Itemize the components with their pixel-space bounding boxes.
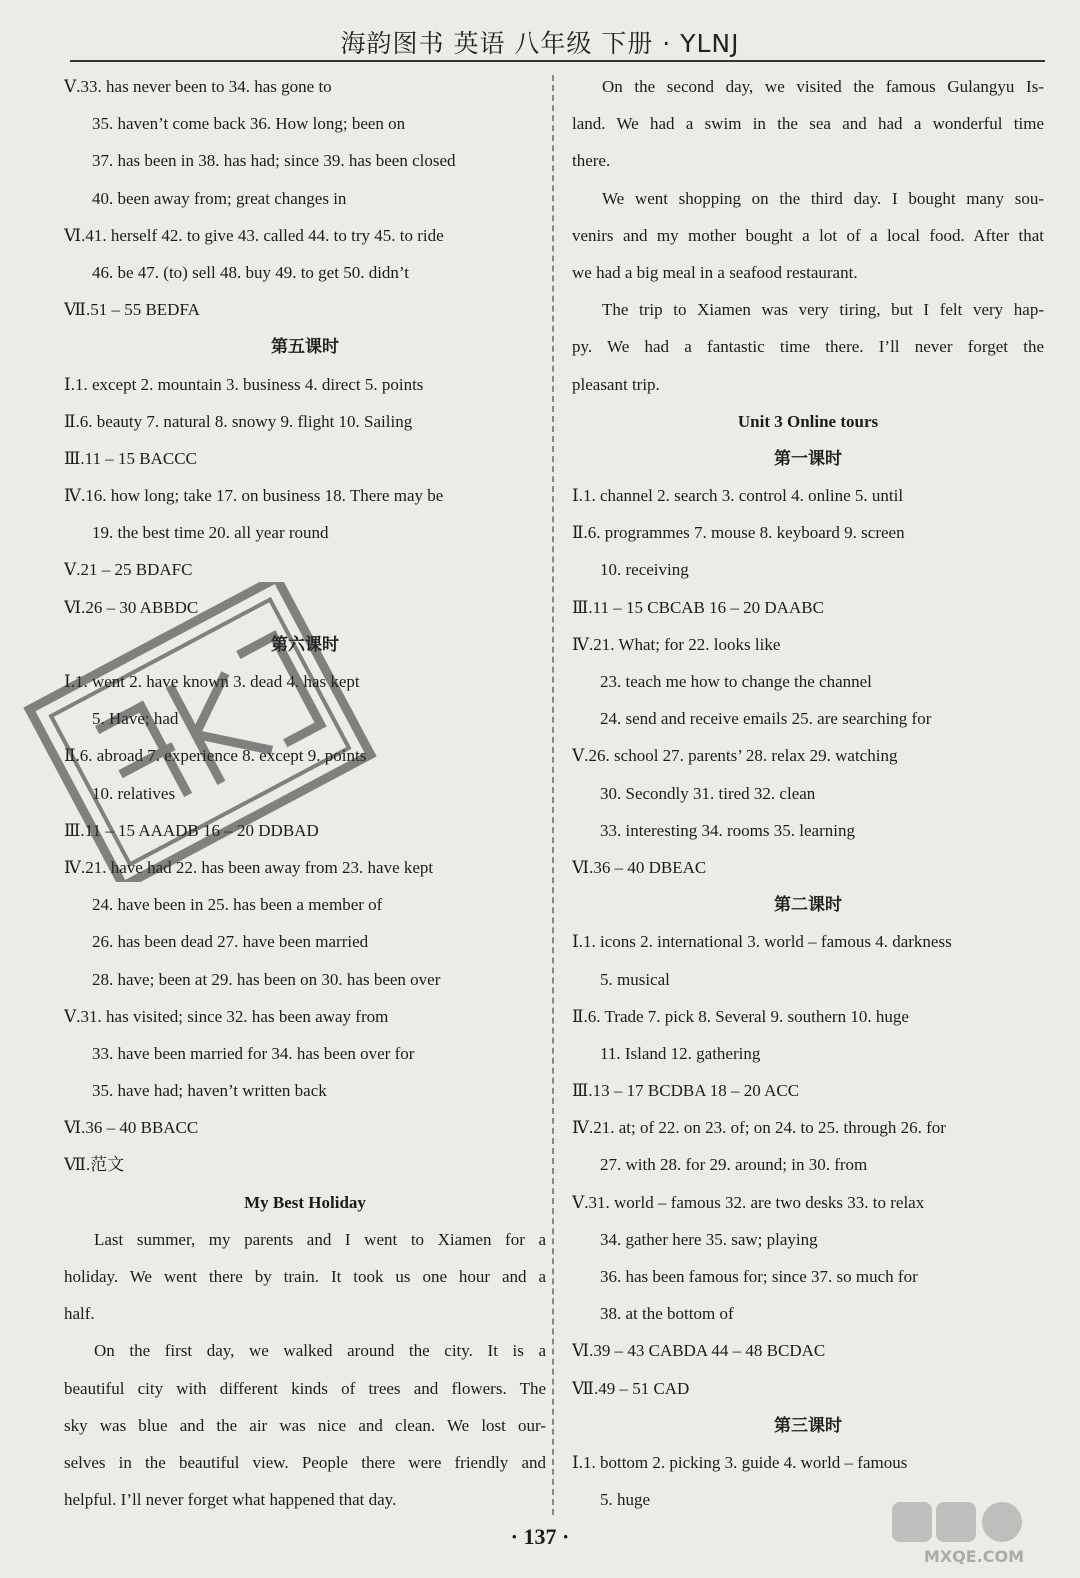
left-column-line: 24. have been in 25. has been a member of bbox=[92, 895, 383, 915]
left-column-line: Ⅳ.21. have had 22. has been away from 23. have kept bbox=[64, 857, 434, 877]
right-column-line: 5. huge bbox=[600, 1490, 651, 1510]
right-column-line: 34. gather here 35. saw; playing bbox=[600, 1229, 818, 1249]
svg-text:MXQE.COM: MXQE.COM bbox=[923, 1547, 1025, 1566]
page-header: 海韵图书 英语 八年级 下册 · YLNJ bbox=[340, 29, 740, 58]
left-column-line: Ⅵ.26 – 30 ABBDC bbox=[64, 597, 199, 617]
right-column-line: we had a big meal in a seafood restaurant. bbox=[572, 262, 858, 282]
left-column-line: Ⅰ.1. went 2. have known 3. dead 4. has kept bbox=[64, 672, 360, 691]
right-column-line: 第二课时 bbox=[774, 895, 842, 915]
left-column-line: Ⅱ.6. beauty 7. natural 8. snowy 9. flight 10. Sailing bbox=[64, 411, 413, 431]
page-number: · 137 · bbox=[510, 1524, 570, 1549]
right-column-line: On the second day, we visited the famous Gulangyu Is- bbox=[602, 77, 1044, 96]
right-column-line: Ⅲ.11 – 15 CBCAB 16 – 20 DAABC bbox=[572, 597, 824, 617]
left-column-line: half. bbox=[64, 1304, 95, 1324]
left-column-line: 33. have been married for 34. has been over for bbox=[92, 1043, 415, 1063]
left-column-line: Ⅳ.16. how long; take 17. on business 18. There may be bbox=[64, 486, 444, 506]
left-column bbox=[64, 68, 546, 1518]
right-column-line: Unit 3 Online tours bbox=[737, 411, 879, 431]
right-column-line: The trip to Xiamen was very tiring, but I felt very hap- bbox=[602, 300, 1044, 320]
left-column-line: Ⅴ.21 – 25 BDAFC bbox=[64, 560, 193, 580]
left-column-line: Last summer, my parents and I went to Xiamen for a bbox=[94, 1229, 546, 1249]
right-column-line: 第一课时 bbox=[774, 448, 842, 468]
left-column-line: 10. relatives bbox=[92, 783, 176, 803]
right-column-line: 30. Secondly 31. tired 32. clean bbox=[600, 783, 816, 803]
left-column-line: Ⅴ.33. has never been to 34. has gone to bbox=[64, 77, 332, 96]
left-column-line: Ⅶ.51 – 55 BEDFA bbox=[64, 300, 200, 320]
right-column-line: 38. at the bottom of bbox=[600, 1304, 734, 1324]
right-column-line: 11. Island 12. gathering bbox=[600, 1043, 761, 1063]
left-column-line: 46. be 47. (to) sell 48. buy 49. to get 50. didn’t bbox=[92, 262, 409, 282]
right-column-line: 23. teach me how to change the channel bbox=[600, 672, 872, 691]
left-column-line: Ⅰ.1. except 2. mountain 3. business 4. direct 5. points bbox=[64, 374, 424, 394]
left-column-line: 35. haven’t come back 36. How long; been on bbox=[92, 114, 406, 134]
right-column-line: Ⅶ.49 – 51 CAD bbox=[572, 1378, 690, 1398]
left-column-line: My Best Holiday bbox=[244, 1192, 366, 1212]
right-column-line: Ⅵ.36 – 40 DBEAC bbox=[572, 857, 707, 877]
left-column-line: Ⅵ.41. herself 42. to give 43. called 44. to try 45. to ride bbox=[64, 225, 444, 245]
left-column-line: beautiful city with different kinds of trees and flowers. The bbox=[64, 1378, 546, 1398]
left-column-line: selves in the beautiful view. People there were friendly and bbox=[64, 1452, 546, 1472]
right-column-line: Ⅱ.6. Trade 7. pick 8. Several 9. southern 10. huge bbox=[572, 1006, 909, 1026]
right-column-line: there. bbox=[572, 151, 611, 171]
right-column-line: Ⅰ.1. channel 2. search 3. control 4. online 5. until bbox=[572, 486, 904, 506]
right-column bbox=[572, 68, 1044, 1518]
left-column-line: Ⅶ.范文 bbox=[64, 1155, 125, 1175]
left-column-line: Ⅵ.36 – 40 BBACC bbox=[64, 1118, 199, 1138]
right-column-line: Ⅴ.26. school 27. parents’ 28. relax 29. watching bbox=[572, 746, 898, 766]
left-column-line: Ⅲ.11 – 15 BACCC bbox=[64, 448, 197, 468]
left-column-line: 28. have; been at 29. has been on 30. has been over bbox=[92, 969, 441, 989]
left-column-line: Ⅴ.31. has visited; since 32. has been away from bbox=[64, 1006, 389, 1026]
right-column-line: 27. with 28. for 29. around; in 30. from bbox=[600, 1155, 868, 1175]
left-column-line: holiday. We went there by train. It took us one hour and a bbox=[64, 1267, 546, 1286]
right-column-line: venirs and my mother bought a lot of a local food. After that bbox=[572, 225, 1044, 245]
left-column-line: Ⅱ.6. abroad 7. experience 8. except 9. points bbox=[64, 746, 367, 766]
right-column-line: py. We had a fantastic time there. I’ll never forget the bbox=[572, 337, 1044, 357]
left-column-line: 35. have had; haven’t written back bbox=[92, 1081, 327, 1101]
left-column-line: 37. has been in 38. has had; since 39. has been closed bbox=[92, 151, 456, 171]
right-column-line: Ⅳ.21. What; for 22. looks like bbox=[572, 634, 781, 654]
right-column-line: Ⅳ.21. at; of 22. on 23. of; on 24. to 25. through 26. for bbox=[572, 1118, 946, 1138]
watermark-logo-icon bbox=[890, 1498, 1060, 1568]
left-column-line: 第五课时 bbox=[271, 337, 339, 357]
right-column-line: pleasant trip. bbox=[572, 374, 660, 394]
right-column-line: 10. receiving bbox=[600, 560, 689, 580]
right-column-line: Ⅱ.6. programmes 7. mouse 8. keyboard 9. screen bbox=[572, 523, 905, 543]
left-column-line: 26. has been dead 27. have been married bbox=[92, 932, 369, 952]
right-column-line: 第三课时 bbox=[774, 1415, 842, 1435]
right-column-line: 33. interesting 34. rooms 35. learning bbox=[600, 820, 855, 840]
right-column-line: We went shopping on the third day. I bought many sou- bbox=[602, 188, 1044, 208]
header-rule bbox=[70, 60, 1045, 62]
column-divider bbox=[552, 75, 554, 1515]
right-column-line: Ⅰ.1. icons 2. international 3. world – famous 4. darkness bbox=[572, 932, 952, 952]
left-column-line: On the first day, we walked around the city. It is a bbox=[94, 1341, 546, 1361]
left-column-line: sky was blue and the air was nice and clean. We lost our- bbox=[64, 1415, 546, 1435]
left-column-line: 40. been away from; great changes in bbox=[92, 188, 347, 208]
left-column-line: Ⅲ.11 – 15 AAADB 16 – 20 DDBAD bbox=[64, 820, 319, 840]
right-column-line: land. We had a swim in the sea and had a wonderful time bbox=[572, 114, 1044, 134]
right-column-line: Ⅴ.31. world – famous 32. are two desks 33. to relax bbox=[572, 1192, 925, 1212]
left-column-line: helpful. I’ll never forget what happened that day. bbox=[64, 1490, 397, 1510]
right-column-line: 24. send and receive emails 25. are searching for bbox=[600, 709, 932, 729]
right-column-line: Ⅰ.1. bottom 2. picking 3. guide 4. world – famous bbox=[572, 1452, 908, 1472]
right-column-line: Ⅵ.39 – 43 CABDA 44 – 48 BCDAC bbox=[572, 1341, 826, 1361]
right-column-line: Ⅲ.13 – 17 BCDBA 18 – 20 ACC bbox=[572, 1081, 800, 1101]
right-column-line: 36. has been famous for; since 37. so much for bbox=[600, 1267, 918, 1286]
left-column-line: 第六课时 bbox=[271, 634, 339, 654]
left-column-line: 5. Have; had bbox=[92, 709, 179, 729]
right-column-line: 5. musical bbox=[600, 969, 670, 989]
left-column-line: 19. the best time 20. all year round bbox=[92, 523, 329, 543]
